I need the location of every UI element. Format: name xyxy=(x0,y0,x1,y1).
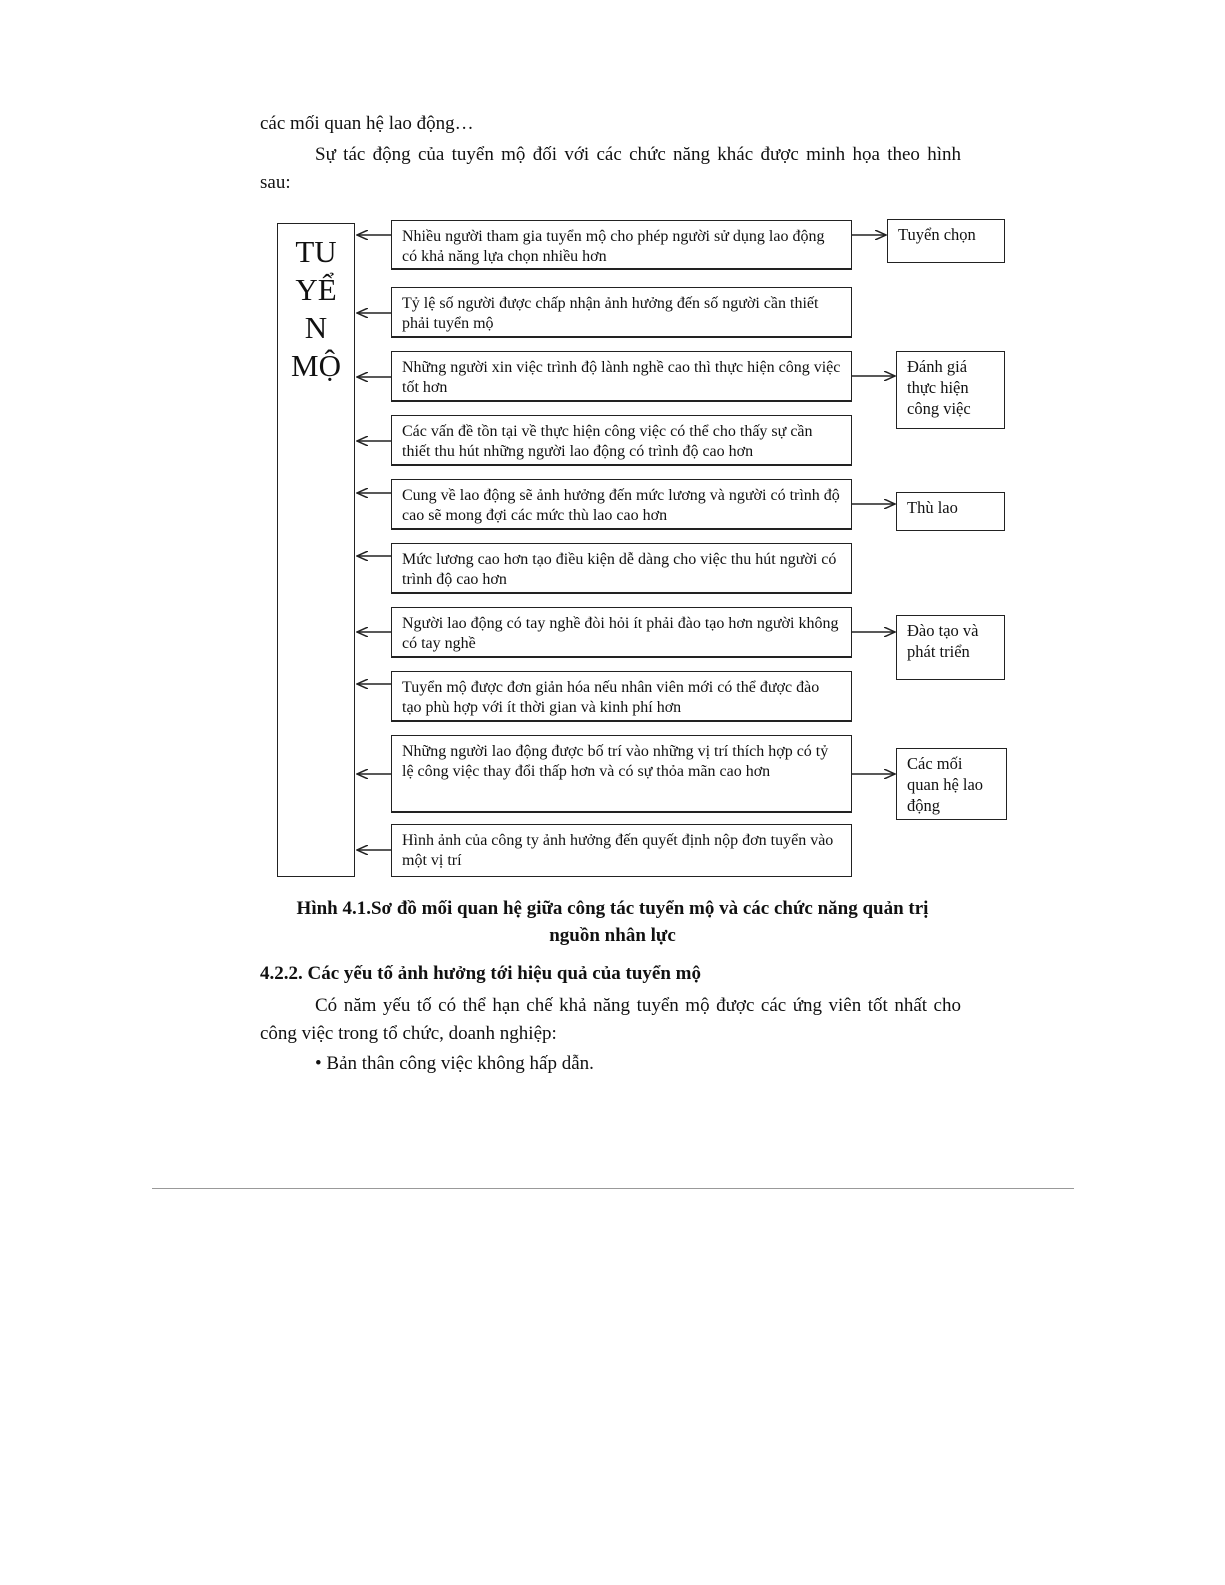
effect-box-6: Mức lương cao hơn tạo điều kiện dễ dàng cho việc thu hút người có trình độ cao hơn xyxy=(391,543,852,594)
figure-caption-line-1: Hình 4.1.Sơ đồ mối quan hệ giữa công tác tuyển mộ và các chức năng quản trị xyxy=(296,898,929,919)
effect-box-2: Tỷ lệ số người được chấp nhận ảnh hưởng đến số người cần thiết phải tuyển mộ xyxy=(391,287,852,338)
body-paragraph-end: công việc trong tổ chức, doanh nghiệp: xyxy=(260,1023,557,1044)
function-box-selection: Tuyển chọn xyxy=(887,219,1005,263)
paragraph-line: các mối quan hệ lao động… xyxy=(260,113,474,134)
effect-box-7: Người lao động có tay nghề đòi hỏi ít phải đào tạo hơn người không có tay nghề xyxy=(391,607,852,658)
effect-box-3: Những người xin việc trình độ lành nghề cao thì thực hiện công việc tốt hơn xyxy=(391,351,852,402)
function-box-labor-relations: Các mối quan hệ lao động xyxy=(896,748,1007,820)
function-box-compensation: Thù lao xyxy=(896,492,1005,531)
bullet-item: • Bản thân công việc không hấp dẫn. xyxy=(315,1053,594,1074)
effect-box-1: Nhiều người tham gia tuyển mộ cho phép người sử dụng lao động có khả năng lựa chọn nhiều hơn xyxy=(391,220,852,270)
body-paragraph: Có năm yếu tố có thể hạn chế khả năng tuyển mộ được các ứng viên tốt nhất cho xyxy=(315,995,961,1016)
effect-box-8: Tuyển mộ được đơn giản hóa nếu nhân viên mới có thể được đào tạo phù hợp với ít thời gian và kinh phí hơn xyxy=(391,671,852,722)
function-box-training: Đào tạo và phát triển xyxy=(896,615,1005,680)
page-divider xyxy=(152,1188,1074,1189)
effect-box-5: Cung về lao động sẽ ảnh hưởng đến mức lương và người có trình độ cao sẽ mong đợi các mức thù lao cao hơn xyxy=(391,479,852,530)
effect-box-9: Những người lao động được bố trí vào những vị trí thích hợp có tỷ lệ công việc thay đổi thấp hơn và có sự thỏa mãn cao hơn xyxy=(391,735,852,813)
section-heading: 4.2.2. Các yếu tố ảnh hưởng tới hiệu quả của tuyển mộ xyxy=(260,963,701,984)
recruitment-title: TU YỂ N MỘ xyxy=(291,234,341,383)
effect-box-10: Hình ảnh của công ty ảnh hưởng đến quyết định nộp đơn tuyển vào một vị trí xyxy=(391,824,852,877)
figure-caption-line-2: nguồn nhân lực xyxy=(549,925,676,946)
function-box-performance: Đánh giá thực hiện công việc xyxy=(896,351,1005,429)
intro-paragraph-end: sau: xyxy=(260,172,291,193)
effect-box-4: Các vấn đề tồn tại về thực hiện công việc có thể cho thấy sự cần thiết thu hút những người lao động có trình độ cao hơn xyxy=(391,415,852,466)
intro-paragraph: Sự tác động của tuyển mộ đối với các chức năng khác được minh họa theo hình xyxy=(315,144,961,165)
